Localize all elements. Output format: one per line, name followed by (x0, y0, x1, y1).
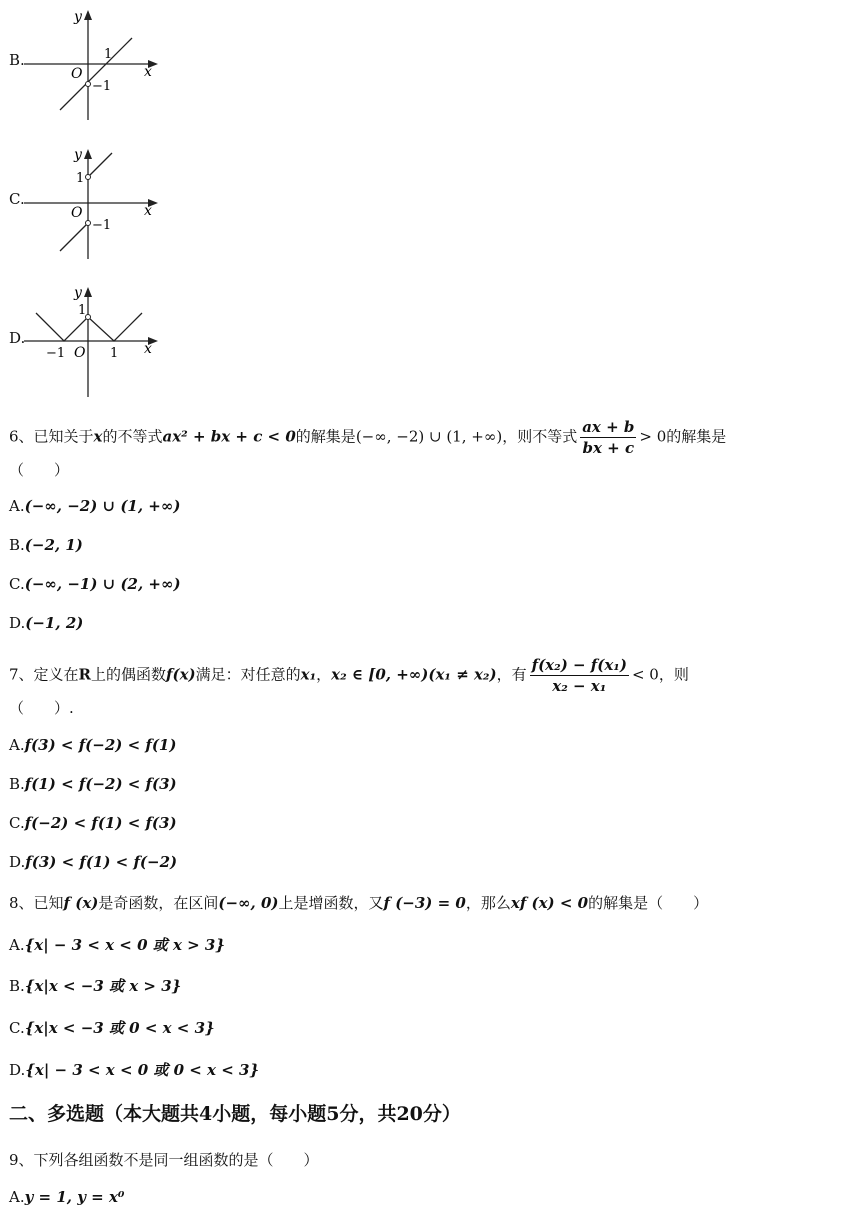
y-label: y (74, 147, 82, 163)
q6-option-c[interactable] (9, 575, 181, 593)
option-value: {x|x < −3 或 x > 3} (24, 977, 182, 995)
q7-x1: x₁ (300, 665, 317, 684)
q7-tail: ，则 (658, 665, 689, 684)
q8-mid2: 上是增函数，又 (278, 894, 384, 912)
q7-option-a[interactable] (9, 736, 176, 754)
q6-prefix: 6、已知关于 (9, 427, 94, 446)
graph-line-upper (88, 153, 112, 177)
option-value: {x| − 3 < x < 0 或 x > 3} (24, 936, 225, 954)
q8-func: f (x) (63, 894, 99, 912)
q8-mid3: ，那么 (465, 894, 511, 912)
q6-stem (9, 418, 726, 457)
q8-stem (9, 892, 708, 913)
option-value: (−2, 1) (24, 536, 83, 554)
q7-stem (9, 656, 689, 695)
q6-frac-num: ax + b (582, 418, 635, 436)
tick-y-1: 1 (76, 171, 85, 186)
graph-option-c (24, 145, 164, 263)
q8-cond: f (−3) = 0 (383, 894, 466, 912)
option-value: f(3) < f(1) < f(−2) (25, 853, 178, 871)
option-value: {x| − 3 < x < 0 或 0 < x < 3} (25, 1061, 260, 1079)
open-point-lower (86, 221, 91, 226)
q7-paren: （ ）. (9, 699, 74, 717)
q7-field: R (78, 665, 92, 684)
option-label: A. (9, 736, 25, 754)
q7-tail-ineq: < 0 (631, 665, 659, 684)
option-label: B. (9, 775, 25, 793)
graph-option-d (24, 283, 164, 401)
option-value: (−∞, −2) ∪ (1, +∞) (24, 497, 181, 515)
q6-mid2: 的解集是 (295, 427, 356, 446)
q6-option-d[interactable] (9, 614, 83, 632)
tick-x-1: 1 (110, 346, 119, 361)
y-label: y (74, 285, 82, 301)
option-value: {x|x < −3 或 0 < x < 3} (24, 1019, 215, 1037)
option-c-label: C. (9, 190, 25, 208)
q7-fraction (530, 656, 629, 695)
q6-frac-den: bx + c (582, 439, 635, 457)
option-value: (−1, 2) (25, 614, 84, 632)
y-label: y (74, 9, 82, 25)
tick-x-1: 1 (104, 47, 113, 62)
option-value: f(3) < f(−2) < f(1) (24, 736, 177, 754)
q7-mid2: 满足：对任意的 (195, 665, 301, 684)
option-b-label: B. (9, 51, 25, 69)
q7-option-b[interactable] (9, 775, 177, 793)
q7-x2cond: x₂ ∈ [0, +∞)(x₁ ≠ x₂) (331, 665, 497, 684)
q7-frac-num: f(x₂) − f(x₁) (531, 656, 627, 674)
q8-ineq: xf (x) < 0 (510, 894, 589, 912)
y-arrow-icon (84, 10, 92, 20)
option-label: C. (9, 575, 25, 593)
option-value: f(−2) < f(1) < f(3) (24, 814, 177, 832)
graph-line-lower (60, 223, 88, 251)
q8-mid1: 是奇函数，在区间 (98, 894, 219, 912)
option-label: D. (9, 614, 26, 632)
origin-label: O (71, 205, 83, 221)
q8-tail: 的解集是（ ） (588, 894, 709, 912)
q6-tail-ineq: > 0 (639, 427, 667, 446)
option-value: (−∞, −1) ∪ (2, +∞) (24, 575, 181, 593)
q8-option-a[interactable] (9, 934, 225, 955)
tick-y-neg1: −1 (92, 79, 112, 94)
q8-option-d[interactable] (9, 1059, 259, 1080)
option-value: f(1) < f(−2) < f(3) (24, 775, 177, 793)
q8-option-c[interactable] (9, 1017, 215, 1038)
open-point-upper (86, 175, 91, 180)
q6-fraction (580, 418, 636, 457)
option-value: y = 1, y = x⁰ (24, 1188, 125, 1206)
option-label: C. (9, 814, 25, 832)
q6-tail: 的解集是 (666, 427, 727, 446)
option-label: B. (9, 977, 25, 995)
q7-mid3: ，有 (496, 665, 527, 684)
q6-set: (−∞, −2) ∪ (1, +∞) (355, 427, 503, 446)
q6-paren: （ ） (9, 461, 70, 479)
q6-var: x (93, 427, 103, 446)
option-label: D. (9, 1061, 26, 1079)
q7-mid1: 上的偶函数 (91, 665, 167, 684)
option-label: A. (9, 1188, 25, 1206)
q7-option-c[interactable] (9, 814, 177, 832)
origin-label: O (74, 345, 86, 361)
q6-mid1: 的不等式 (102, 427, 163, 446)
option-label: A. (9, 497, 25, 515)
x-label: x (144, 341, 152, 357)
origin-label: O (71, 66, 83, 82)
q6-mid3: ，则不等式 (502, 427, 578, 446)
tick-y-neg1: −1 (92, 218, 112, 233)
tick-x-neg1: −1 (46, 346, 66, 361)
q6-option-a[interactable] (9, 497, 180, 515)
x-label: x (144, 64, 152, 80)
q9-stem: 9、下列各组函数不是同一组函数的是（ ） (9, 1151, 319, 1169)
q7-option-d[interactable] (9, 853, 177, 871)
option-d-label: D. (9, 329, 26, 347)
option-label: B. (9, 536, 25, 554)
option-label: C. (9, 1019, 25, 1037)
y-arrow-icon (84, 287, 92, 297)
x-label: x (144, 203, 152, 219)
option-label: D. (9, 853, 26, 871)
open-point (86, 82, 91, 87)
q7-prefix: 7、定义在 (9, 665, 79, 684)
q8-interval: (−∞, 0) (218, 894, 279, 912)
y-arrow-icon (84, 149, 92, 159)
graph-option-b (24, 6, 164, 124)
q8-prefix: 8、已知 (9, 894, 64, 912)
tick-y-1: 1 (78, 303, 87, 318)
q6-option-b[interactable] (9, 536, 83, 554)
q7-frac-den: x₂ − x₁ (552, 677, 607, 695)
q6-ineq: ax² + bx + c < 0 (162, 427, 296, 446)
q7-sep: ， (316, 665, 332, 684)
q7-func: f(x) (166, 665, 196, 684)
q8-option-b[interactable] (9, 975, 181, 996)
section-title: 二、多选题（本大题共4小题，每小题5分，共20分） (9, 1103, 461, 1125)
option-label: A. (9, 936, 25, 954)
q9-option-a[interactable] (9, 1188, 124, 1206)
